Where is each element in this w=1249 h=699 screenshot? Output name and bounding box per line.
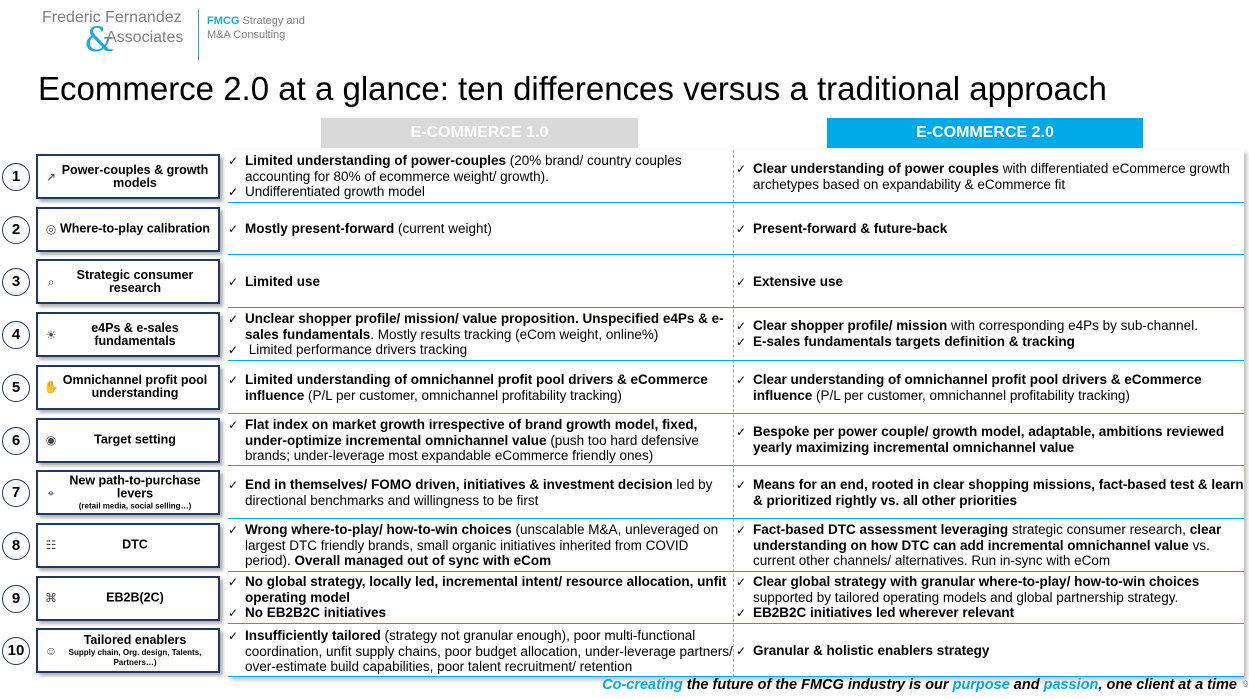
row-label <box>36 628 220 673</box>
ecommerce-1-cell <box>228 519 733 572</box>
chart-growth-icon: ↗ <box>45 169 57 184</box>
row-label-text <box>54 474 216 511</box>
row-label-text <box>54 592 216 605</box>
row-label-text <box>54 539 216 552</box>
tagline-rest: Strategy and <box>239 15 305 27</box>
header-ecommerce-1: E-COMMERCE 1.0 <box>321 118 638 148</box>
bullet-item <box>736 477 1244 508</box>
row-label <box>36 365 220 410</box>
bullet-item <box>228 417 733 463</box>
row-label-text <box>54 434 216 447</box>
row-label-title: e4Ps & e-sales fundamentals <box>91 320 179 348</box>
bold-text: End in themselves/ FOMO driven, initiatives & investment decision <box>245 477 673 493</box>
bold-text: Clear global strategy with granular where-to-play/ how-to-win choices <box>753 574 1200 590</box>
bullet-item <box>228 184 733 200</box>
header-ecommerce-2: E-COMMERCE 2.0 <box>827 118 1143 148</box>
shopping-cart-icon: ☷ <box>45 538 57 553</box>
ecommerce-2-cell <box>734 150 1244 203</box>
page-title: Ecommerce 2.0 at a glance: ten differences versus a traditional approach <box>38 70 1107 107</box>
ecommerce-2-cell <box>734 203 1244 256</box>
tagline <box>207 14 305 42</box>
bold-text: Extensive use <box>753 273 844 289</box>
row-number: 8 <box>2 532 30 560</box>
bold-text: Fact-based DTC assessment leveraging <box>753 522 1009 538</box>
row-label-text <box>54 269 216 295</box>
row-label-title: Strategic consumer research <box>76 267 194 295</box>
ecommerce-1-cell <box>228 255 733 308</box>
row-label <box>36 259 220 304</box>
bullet-item <box>736 221 1244 237</box>
bold-text: Clear understanding of power couples <box>753 160 1000 176</box>
target-icon: ◉ <box>45 433 57 447</box>
footer-segment: and <box>1009 677 1044 693</box>
ecommerce-1-cell <box>228 624 733 677</box>
bullet-item <box>736 574 1244 605</box>
research-icon: ⌕ <box>47 274 55 289</box>
row-label-subtitle: (retail media, social selling…) <box>78 501 192 511</box>
bold-text: Limited use <box>245 273 321 289</box>
row-label <box>36 523 220 568</box>
bullet-item <box>228 311 733 342</box>
text: (20% brand/ country couples accounting for 80% of ecommerce weight/ growth). <box>245 152 682 184</box>
text: with corresponding e4Ps by sub-channel. <box>947 318 1198 334</box>
bold-text: Flat index on market growth irrespective of brand growth model, fixed, under-optimize incremental omnichannel value <box>245 416 698 448</box>
bold-text: No EB2B2C initiatives <box>245 605 387 621</box>
bold-text: Granular & holistic enablers strategy <box>753 642 990 658</box>
ecommerce-2-cell <box>734 466 1244 519</box>
text: (push too hard defensive brands; under-leverage most expandable eCommerce friendly ones) <box>245 432 699 463</box>
company-logo <box>40 8 210 60</box>
ecommerce-1-cell <box>228 308 733 361</box>
bold-text: Means for an end, rooted in clear shopping missions, fact-based test & learn & prioritized rightly vs. all other priorities <box>753 477 1244 509</box>
row-number: 1 <box>2 163 30 191</box>
row-label-title: Omnichannel profit pool understanding <box>62 373 208 401</box>
path-pin-icon: ⌖ <box>47 485 55 500</box>
row-label <box>36 470 220 515</box>
bullet-item <box>736 318 1244 334</box>
row-label-text <box>54 164 216 190</box>
bold-text: Limited understanding of power-couples <box>245 152 507 168</box>
bullet-item <box>228 274 733 290</box>
bullet-item <box>228 574 733 605</box>
tagline-fmcg: FMCG <box>207 15 240 27</box>
hand-coin-icon: ✋ <box>43 380 59 395</box>
bullet-item <box>736 372 1244 403</box>
bullet-item <box>736 334 1244 350</box>
row-label-text <box>54 322 216 348</box>
lightbulb-icon: ☀ <box>45 327 57 342</box>
ecommerce-1-cell <box>228 466 733 519</box>
bold-text: Insufficiently tailored <box>245 627 381 643</box>
footer-segment: , one client at a time <box>1098 677 1237 693</box>
bullet-item <box>228 372 733 403</box>
row-label <box>36 154 220 199</box>
row-label-title: Tailored enablers <box>83 632 187 647</box>
text: strategic consumer research, <box>1008 522 1190 538</box>
row-label-text <box>54 374 216 400</box>
bullet-item <box>228 605 733 621</box>
bold-text: Overall managed out of sync with eCom <box>294 553 552 569</box>
text: (strategy not granular enough), poor multi-functional coordination, unfit supply chains, poor budget allocation, under-leverage partners/ over-estimate build capabilities, poor talent recruitment/ retention <box>245 627 733 674</box>
row-number: 5 <box>2 374 30 402</box>
people-icon: ☺ <box>44 643 58 658</box>
page-number: 9 <box>1242 679 1248 689</box>
ecommerce-1-cell <box>228 361 733 414</box>
footer-segment: Co-creating <box>602 677 683 693</box>
row-label-title: Power-couples & growth models <box>61 162 209 190</box>
ecommerce-2-cell <box>734 519 1244 572</box>
ecommerce-2-cell <box>734 414 1244 467</box>
row-number: 3 <box>2 268 30 296</box>
text: supported by tailored operating models and global partnership strategy. <box>753 590 1179 606</box>
footer-segment: the future of the FMCG industry is our <box>682 677 953 693</box>
row-label <box>36 576 220 621</box>
bullet-item <box>228 477 733 508</box>
bullet-item <box>228 522 733 568</box>
bullet-item <box>736 161 1244 192</box>
bullet-item <box>736 522 1244 568</box>
bold-text: E-sales fundamentals targets definition & tracking <box>753 334 1075 350</box>
text: (P/L per customer, omnichannel profitability tracking) <box>304 387 622 403</box>
tagline-line2: M&A Consulting <box>207 29 286 41</box>
bold-text: Wrong where-to-play/ how-to-win choices <box>245 522 512 538</box>
text: led by directional benchmarks and willingness to be first <box>245 477 713 509</box>
row-label <box>36 418 220 463</box>
row-label-title: Where-to-play calibration <box>59 221 211 236</box>
bullet-item <box>736 605 1244 621</box>
ecommerce-2-cell <box>734 624 1244 677</box>
bullet-item <box>228 221 733 237</box>
row-number: 4 <box>2 321 30 349</box>
row-number: 2 <box>2 216 30 244</box>
row-number: 9 <box>2 585 30 613</box>
text: Undifferentiated growth model <box>245 183 425 199</box>
ecommerce-1-cell <box>228 414 733 467</box>
footer-slogan <box>602 677 1237 693</box>
row-number: 7 <box>2 479 30 507</box>
bold-text: Mostly present-forward <box>245 221 395 237</box>
bullet-item <box>736 274 1244 290</box>
row-number: 10 <box>2 637 30 665</box>
network-icon: ⌘ <box>45 591 57 606</box>
ecommerce-2-cell <box>734 361 1244 414</box>
bold-text: Clear understanding of omnichannel profit pool drivers & eCommerce influence <box>753 371 1202 403</box>
text: (current weight) <box>394 221 492 237</box>
row-label <box>36 207 220 252</box>
row-label-text <box>54 634 216 668</box>
row-label-title: New path-to-purchase levers <box>69 473 201 501</box>
bold-text: Unclear shopper profile/ mission/ value proposition. Unspecified e4Ps & e-sales fundamentals <box>245 310 724 342</box>
logo-line-2: Associates <box>106 29 184 46</box>
bullet-item <box>736 424 1244 455</box>
row-number: 6 <box>2 427 30 455</box>
ecommerce-2-cell <box>734 308 1244 361</box>
footer-segment: purpose <box>952 677 1010 693</box>
bold-text: Bespoke per power couple/ growth model, adaptable, ambitions reviewed yearly maximizing incremental omnichannel value <box>753 424 1225 456</box>
footer-segment: passion <box>1043 677 1099 693</box>
bold-text: clear understanding on how DTC can add incremental omnichannel value <box>753 522 1222 554</box>
ecommerce-1-cell <box>228 150 733 203</box>
row-label-subtitle: Supply chain, Org. design, Talents, Partners…) <box>68 647 202 667</box>
ecommerce-1-cell <box>228 203 733 256</box>
text: (unscalable M&A, unleveraged on largest DTC friendly brands, small organic initiatives inherited from COVID period). <box>245 522 719 569</box>
row-label-title: EB2B(2C) <box>106 590 164 605</box>
row-label-title: DTC <box>122 537 148 552</box>
logo-ampersand: & <box>84 20 115 60</box>
bold-text: No global strategy, locally led, incremental intent/ resource allocation, unfit operating model <box>245 574 727 606</box>
bullet-item <box>228 342 733 358</box>
ecommerce-1-cell <box>228 572 733 625</box>
ecommerce-2-cell <box>734 572 1244 625</box>
globe-icon: ◎ <box>45 222 57 237</box>
ecommerce-2-cell <box>734 255 1244 308</box>
bold-text: Clear shopper profile/ mission <box>753 318 948 334</box>
row-label-title: Target setting <box>94 432 176 447</box>
row-label-text <box>54 223 216 236</box>
bullet-item <box>228 153 733 184</box>
bullet-item <box>736 643 1244 659</box>
bullet-item <box>228 628 733 674</box>
logo-divider <box>198 10 199 60</box>
bold-text: Limited understanding of omnichannel profit pool drivers & eCommerce influence <box>245 371 708 403</box>
row-label <box>36 312 220 357</box>
text: (P/L per customer, omnichannel profitability tracking) <box>812 387 1130 403</box>
text: with differentiated eCommerce growth archetypes based on expandability & eCommerce fit <box>753 160 1230 192</box>
text: . Mostly results tracking (eCom weight, online%) <box>370 326 659 342</box>
bold-text: Present-forward & future-back <box>753 221 948 237</box>
text: vs. current other channels/ alternatives. Run in-sync with eCom <box>753 538 1210 569</box>
bold-text: EB2B2C initiatives led wherever relevant <box>753 605 1015 621</box>
text: Limited performance drivers tracking <box>245 341 468 357</box>
logo-line-1: Frederic Fernandez <box>42 9 182 26</box>
